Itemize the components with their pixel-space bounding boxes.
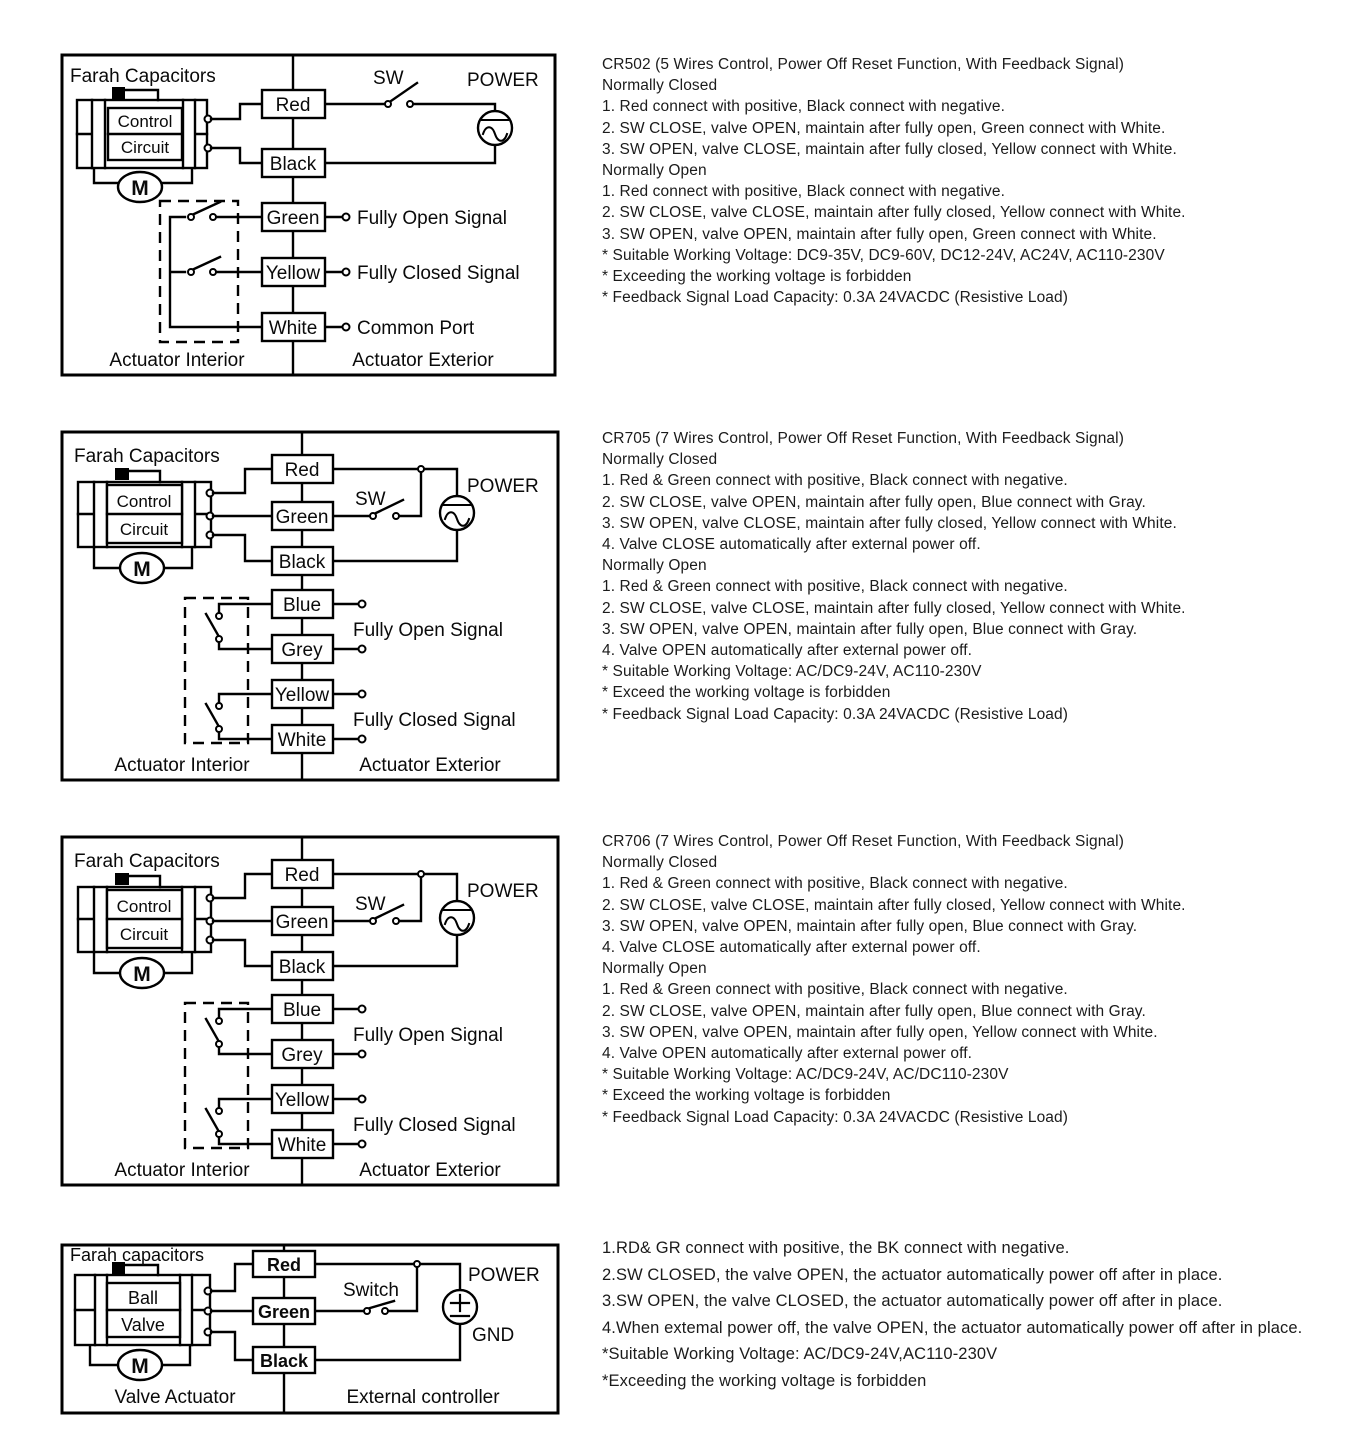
note-line: 2. SW CLOSE, valve CLOSE, maintain after fully closed, Yellow connect with White. xyxy=(602,204,1186,222)
note-line: Normally Closed xyxy=(602,77,718,95)
note-line: 2. SW CLOSE, valve CLOSE, maintain after fully closed, Yellow connect with White. xyxy=(602,599,1186,617)
wire-label-black: Black xyxy=(278,957,326,978)
note-line: * Exceed the working voltage is forbidden xyxy=(602,1087,891,1105)
capacitor-icon xyxy=(115,873,129,885)
note-line: *Suitable Working Voltage: AC/DC9-24V,AC110-230V xyxy=(602,1345,998,1364)
note-line: Normally Open xyxy=(602,162,707,180)
note-line: 2.SW CLOSED, the valve OPEN, the actuator automatically power off after in place. xyxy=(602,1265,1223,1284)
note-line: Normally Open xyxy=(602,557,707,575)
footer-right: Actuator Exterior xyxy=(352,350,494,371)
unit-label-top: Control xyxy=(117,112,173,131)
note-line: Normally Closed xyxy=(602,854,718,872)
note-line: 2. SW CLOSE, valve OPEN, maintain after fully open, Blue connect with Gray. xyxy=(602,493,1146,511)
note-line: 3. SW OPEN, valve OPEN, maintain after fully open, Blue connect with Gray. xyxy=(602,917,1138,935)
wire-label-red: Red xyxy=(284,865,320,886)
ac-source-icon xyxy=(478,111,512,145)
note-line: 4. Valve CLOSE automatically after external power off. xyxy=(602,939,981,957)
wire-label-red: Red xyxy=(284,460,320,481)
note-line: * Feedback Signal Load Capacity: 0.3A 24VACDC (Resistive Load) xyxy=(602,705,1068,723)
notes-cr706 xyxy=(602,831,1362,1128)
signal-closed-label: Fully Closed Signal xyxy=(353,1115,516,1136)
wire-label-black: Black xyxy=(259,1351,309,1371)
diagram-title: Farah Capacitors xyxy=(74,851,220,872)
unit-label-bottom: Valve xyxy=(121,1315,165,1335)
note-line: 4. Valve OPEN automatically after external power off. xyxy=(602,1045,973,1063)
note-line: *Exceeding the working voltage is forbidden xyxy=(602,1371,927,1390)
wire-label-white: White xyxy=(277,1135,327,1156)
note-line: Normally Open xyxy=(602,960,707,978)
footer-left: Actuator Interior xyxy=(109,350,245,371)
footer-left: Actuator Interior xyxy=(114,1160,250,1181)
note-line: 1. Red & Green connect with positive, Black connect with negative. xyxy=(602,578,1068,596)
wire-label-grey: Grey xyxy=(281,640,323,661)
capacitor-icon xyxy=(115,468,129,480)
note-line: 1.RD& GR connect with positive, the BK connect with negative. xyxy=(602,1239,1070,1257)
note-line: * Suitable Working Voltage: AC/DC9-24V, AC/DC110-230V xyxy=(602,1066,1009,1084)
junction-dot xyxy=(414,1261,420,1267)
note-line: 1. Red connect with positive, Black connect with negative. xyxy=(602,98,1005,116)
sw-label: SW xyxy=(355,489,386,510)
wiring-diagram-cr502 xyxy=(58,53,558,378)
unit-label-bottom: Circuit xyxy=(119,925,169,944)
note-line: 3. SW OPEN, valve OPEN, maintain after fully open, Yellow connect with White. xyxy=(602,1023,1158,1041)
note-line: 4. Valve OPEN automatically after external power off. xyxy=(602,642,973,660)
wire-label-green: Green xyxy=(257,1302,311,1322)
signal-open-label: Fully Open Signal xyxy=(353,620,503,641)
note-line: Normally Closed xyxy=(602,451,718,469)
note-line: 3. SW OPEN, valve CLOSE, maintain after fully closed, Yellow connect with White. xyxy=(602,514,1177,532)
wire-label-white: White xyxy=(277,730,327,751)
note-line: * Exceed the working voltage is forbidden xyxy=(602,684,891,702)
wire-label-yellow: Yellow xyxy=(274,1090,330,1111)
wire-label-red: Red xyxy=(266,1255,302,1275)
wire-label-black: Black xyxy=(278,552,326,573)
note-line: * Suitable Working Voltage: AC/DC9-24V, AC110-230V xyxy=(602,663,982,681)
note-line: 4. Valve CLOSE automatically after external power off. xyxy=(602,536,981,554)
note-line: 1. Red connect with positive, Black connect with negative. xyxy=(602,183,1005,201)
signal-closed-label: Fully Closed Signal xyxy=(357,263,520,284)
gnd-label: GND xyxy=(472,1325,515,1346)
motor-letter: M xyxy=(131,177,149,200)
wiring-diagram-cr705 xyxy=(60,430,560,782)
notes-cr502 xyxy=(602,54,1362,308)
power-label: POWER xyxy=(468,1265,540,1286)
unit-label-top: Control xyxy=(116,492,172,511)
switch-label: Switch xyxy=(343,1280,399,1301)
note-line: 1. Red & Green connect with positive, Black connect with negative. xyxy=(602,472,1068,490)
power-label: POWER xyxy=(467,881,539,902)
wire-boxes xyxy=(253,1251,315,1373)
notes-ball-valve xyxy=(602,1235,1362,1395)
ac-source-icon xyxy=(440,901,474,935)
footer-left: Actuator Interior xyxy=(114,755,250,776)
unit-label-bottom: Circuit xyxy=(120,138,170,157)
sw-label: SW xyxy=(373,68,404,89)
wire-label-blue: Blue xyxy=(282,1000,322,1021)
signal-open-label: Fully Open Signal xyxy=(357,208,507,229)
diagram-title: Farah capacitors xyxy=(70,1245,205,1265)
junction-dot xyxy=(418,466,424,472)
sw-label: SW xyxy=(355,894,386,915)
diagram-title: Farah Capacitors xyxy=(74,446,220,467)
footer-right: Actuator Exterior xyxy=(359,755,501,776)
wiring-diagram-cr706 xyxy=(60,835,560,1187)
signal-closed-label: Fully Closed Signal xyxy=(353,710,516,731)
motor-letter: M xyxy=(133,963,151,986)
motor-letter: M xyxy=(133,558,151,581)
footer-left: Valve Actuator xyxy=(114,1387,236,1408)
motor-letter: M xyxy=(131,1355,149,1378)
wire-label-green: Green xyxy=(266,208,320,229)
wire-label-grey: Grey xyxy=(281,1045,323,1066)
note-line: * Suitable Working Voltage: DC9-35V, DC9-60V, DC12-24V, AC24V, AC110-230V xyxy=(602,246,1165,264)
note-line: 2. SW CLOSE, valve OPEN, maintain after fully open, Green connect with White. xyxy=(602,119,1166,137)
note-line: CR502 (5 Wires Control, Power Off Reset Function, With Feedback Signal) xyxy=(602,56,1124,73)
power-label: POWER xyxy=(467,70,539,91)
note-line: * Feedback Signal Load Capacity: 0.3A 24VACDC (Resistive Load) xyxy=(602,1108,1068,1126)
unit-label-top: Ball xyxy=(127,1288,159,1308)
note-line: 2. SW CLOSE, valve CLOSE, maintain after fully closed, Yellow connect with White. xyxy=(602,896,1186,914)
ac-source-icon xyxy=(440,496,474,530)
note-line: 3.SW OPEN, the valve CLOSED, the actuator automatically power off after in place. xyxy=(602,1292,1223,1311)
note-line: 1. Red & Green connect with positive, Black connect with negative. xyxy=(602,981,1068,999)
note-line: * Exceeding the working voltage is forbidden xyxy=(602,268,912,286)
footer-right: Actuator Exterior xyxy=(359,1160,501,1181)
signal-open-label: Fully Open Signal xyxy=(353,1025,503,1046)
note-line: 3. SW OPEN, valve OPEN, maintain after fully open, Blue connect with Gray. xyxy=(602,620,1138,638)
wire-label-green: Green xyxy=(275,507,329,528)
note-line: 3. SW OPEN, valve CLOSE, maintain after fully closed, Yellow connect with White. xyxy=(602,140,1177,158)
note-line: 2. SW CLOSE, valve OPEN, maintain after fully open, Blue connect with Gray. xyxy=(602,1002,1146,1020)
note-line: 4.When extemal power off, the valve OPEN, the actuator automatically power off after in place. xyxy=(602,1318,1303,1337)
unit-label-bottom: Circuit xyxy=(119,520,169,539)
capacitor-icon xyxy=(112,87,125,99)
wire-label-yellow: Yellow xyxy=(265,263,321,284)
wiring-diagram-ball-valve xyxy=(60,1243,560,1415)
wire-label-yellow: Yellow xyxy=(274,685,330,706)
wire-label-blue: Blue xyxy=(282,595,322,616)
note-line: * Feedback Signal Load Capacity: 0.3A 24VACDC (Resistive Load) xyxy=(602,289,1068,307)
note-line: 3. SW OPEN, valve OPEN, maintain after fully open, Green connect with White. xyxy=(602,225,1157,243)
note-line: CR706 (7 Wires Control, Power Off Reset Function, With Feedback Signal) xyxy=(602,833,1124,850)
unit-label-top: Control xyxy=(116,897,172,916)
wire-label-black: Black xyxy=(269,154,317,175)
note-line: CR705 (7 Wires Control, Power Off Reset Function, With Feedback Signal) xyxy=(602,430,1124,447)
footer-right: External controller xyxy=(346,1387,500,1408)
wire-label-white: White xyxy=(268,318,318,339)
signal-common-label: Common Port xyxy=(357,318,475,339)
junction-dot xyxy=(418,871,424,877)
note-line: 1. Red & Green connect with positive, Black connect with negative. xyxy=(602,875,1068,893)
wire-label-green: Green xyxy=(275,912,329,933)
power-label: POWER xyxy=(467,476,539,497)
notes-cr705 xyxy=(602,428,1362,725)
diagram-title: Farah Capacitors xyxy=(70,66,216,87)
wire-label-red: Red xyxy=(275,95,311,116)
